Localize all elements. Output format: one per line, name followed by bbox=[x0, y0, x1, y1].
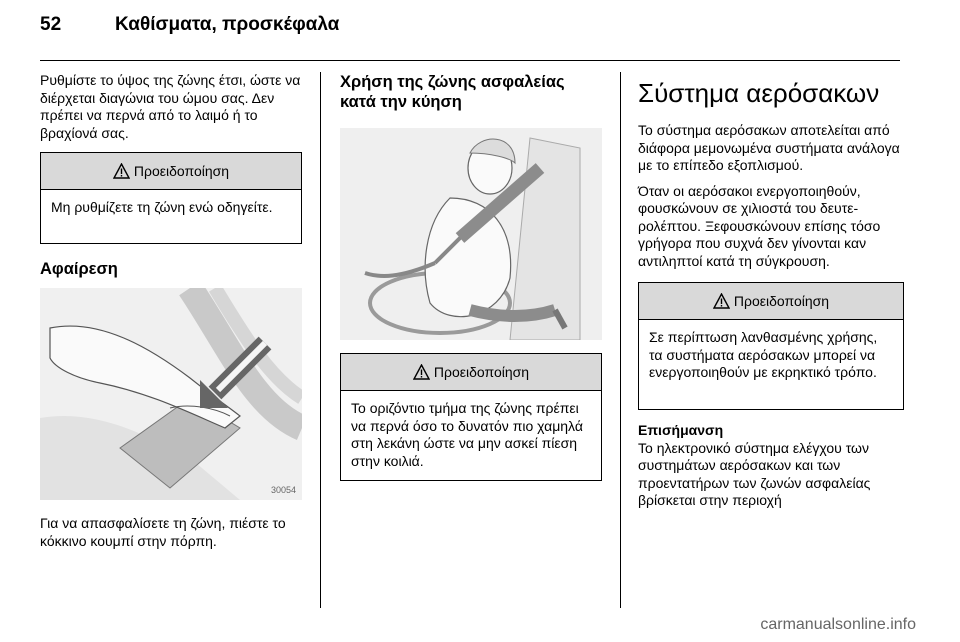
warning-icon bbox=[713, 293, 730, 309]
note-title: Επισήμανση bbox=[638, 422, 724, 438]
column-1-caption bbox=[40, 515, 310, 550]
warning-text: Σε περίπτωση λανθασμένης χρήσης, τα συστήματα αερόσακων μπορεί να ενεργοποιηθούν με εκρηκτικό τρόπο. bbox=[649, 329, 878, 380]
header-divider bbox=[40, 60, 900, 61]
page-title: Καθίσματα, προσκέφαλα bbox=[115, 14, 340, 35]
column-3 bbox=[638, 78, 904, 510]
figure-caption: Για να απασφαλίσετε τη ζώνη, πιέστε το κόκκινο κουμπί στην πόρπη. bbox=[40, 515, 286, 549]
warning-icon bbox=[113, 163, 130, 179]
section-heading-removal: Αφαίρεση bbox=[40, 260, 118, 278]
warning-box bbox=[638, 282, 904, 410]
buckle-release-illustration bbox=[40, 288, 302, 500]
note-text: Το ηλεκτρονικό σύστημα ελέγχου των συστημάτων αερόσακων και των προεντατήρων των ζωνών ασφαλείας βρίσκεται στην περιοχή bbox=[638, 439, 871, 508]
watermark: carmanualsonline.info bbox=[760, 616, 916, 633]
section-heading-pregnancy: Χρήση της ζώνης ασφαλείας κατά την κύηση bbox=[340, 73, 565, 111]
section-heading-airbags: Σύστημα αερόσακων bbox=[638, 78, 880, 108]
page-header bbox=[40, 14, 339, 36]
buckle-release-drawing bbox=[40, 288, 302, 500]
warning-title: Προειδοποίηση bbox=[133, 163, 230, 179]
figure-code: 30054 bbox=[270, 485, 296, 495]
warning-text: Μη ρυθμίζετε τη ζώνη ενώ οδηγείτε. bbox=[51, 199, 273, 215]
airbag-paragraph-2: Όταν οι αερόσακοι ενεργοποιηθούν, φουσκώνουν σε χιλιοστά του δευτερολέπτου. Ξεφουσκώνουν επίσης τόσο γρήγορα που συχνά δεν γίνονται καν αντιληπτοί κατά τη σύγκρουση. bbox=[638, 182, 881, 269]
airbag-paragraph-1: Το σύστημα αερόσακων αποτελείται από διάφορα μεμονωμένα συστήματα ανάλογα με το επίπεδο εξοπλισμού. bbox=[638, 122, 900, 173]
warning-title: Προειδοποίηση bbox=[433, 364, 530, 380]
warning-icon bbox=[413, 364, 430, 380]
column-1 bbox=[40, 72, 302, 279]
pregnancy-belt-illustration bbox=[340, 128, 602, 340]
intro-paragraph: Ρυθμίστε το ύψος της ζώνης έτσι, ώστε να διέρχεται διαγώνια του ώμου σας. Δεν πρέπει να περνά από το λαιμό ή το βραχίονά σας. bbox=[40, 72, 301, 141]
column-2 bbox=[340, 72, 602, 112]
pregnancy-belt-drawing bbox=[340, 128, 602, 340]
warning-title: Προειδοποίηση bbox=[733, 293, 830, 309]
warning-text: Το οριζόντιο τμήμα της ζώνης πρέπει να περνά όσο το δυνατόν πιο χαμηλά στη λεκάνη ώστε να μην ασκεί πίεση στην κοιλιά. bbox=[351, 400, 583, 469]
warning-header bbox=[639, 283, 903, 320]
warning-header bbox=[41, 153, 301, 190]
warning-box bbox=[40, 152, 302, 244]
warning-box bbox=[340, 353, 602, 481]
column-divider bbox=[320, 72, 321, 608]
column-divider bbox=[620, 72, 621, 608]
page-number: 52 bbox=[40, 14, 62, 35]
warning-header bbox=[341, 354, 601, 391]
